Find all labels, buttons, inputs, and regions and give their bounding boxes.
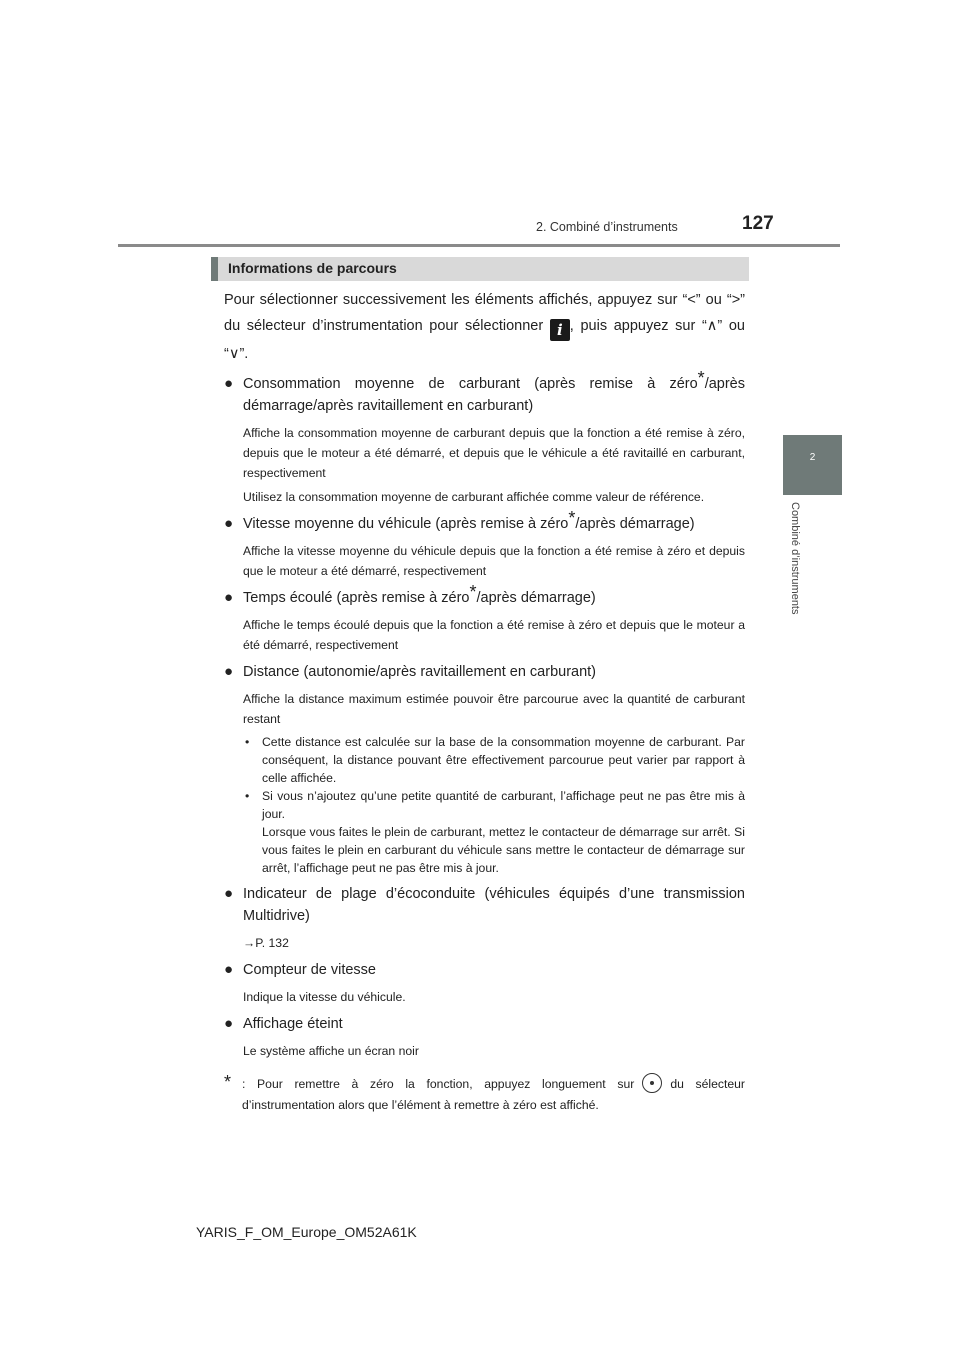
dial-center-icon: [642, 1073, 662, 1093]
page-reference-link[interactable]: →P. 132: [243, 936, 289, 950]
sub-list-item: [243, 787, 745, 877]
bullet-icon: ●: [224, 589, 234, 606]
item-description: [243, 423, 745, 507]
section-heading-bar: [211, 257, 749, 281]
bullet-icon: ●: [224, 663, 234, 680]
page-number: 127: [742, 213, 774, 234]
item-desc-text: Affiche le temps écoulé depuis que la fonction a été remise à zéro et depuis que le moteur a été démarré, respectivement: [243, 618, 745, 652]
footnote-asterisk: *: [224, 1072, 232, 1092]
item-title: [224, 883, 745, 927]
bullet-icon: ●: [224, 885, 234, 902]
list-item: [224, 582, 745, 655]
intro-text-2: , puis appuyez sur “∧” ou “∨”.: [224, 318, 745, 362]
item-desc-text: Indique la vitesse du véhicule.: [243, 990, 406, 1004]
item-title-text: /après démarrage): [476, 590, 596, 606]
chapter-tab: [783, 435, 842, 495]
intro-paragraph: [224, 287, 745, 367]
footnote-text-1: : Pour remettre à zéro la fonction, appuyez longuement sur: [242, 1077, 635, 1091]
sub-item-text: Cette distance est calculée sur la base de la consommation moyenne de carburant. Par conséquent, la distance pouvant être effectivement parcourue peut varier par rapport à celle affichée.: [262, 735, 745, 785]
sub-bullet-icon: •: [245, 735, 250, 749]
list-item: [224, 1013, 745, 1061]
item-title-text: Consommation moyenne de carburant (après remise à zéro: [243, 376, 698, 392]
page-content: [224, 287, 745, 1116]
chapter-tab-number: 2: [809, 452, 816, 463]
section-title: Informations de parcours: [228, 260, 397, 276]
sub-list-item: [243, 733, 745, 787]
item-title: [224, 661, 745, 683]
bullet-icon: ●: [224, 1015, 234, 1032]
asterisk-mark: *: [568, 508, 576, 528]
list-item: [224, 883, 745, 953]
item-title-text: Affichage éteint: [243, 1016, 343, 1032]
item-title: [224, 508, 745, 535]
footnote-text-2: du sélecteur d’instrumentation alors que l’élément à remettre à zéro est affiché.: [242, 1077, 745, 1112]
intro-text-1: Pour sélectionner successivement les éléments affichés, appuyez sur “<” ou “>” du sélecteur d’instrumentation pour sélectionner: [224, 292, 745, 334]
item-title-text: Vitesse moyenne du véhicule (après remise à zéro: [243, 516, 569, 532]
item-title-text: Temps écoulé (après remise à zéro: [243, 590, 470, 606]
list-item: [224, 959, 745, 1007]
item-title-text: Distance (autonomie/après ravitaillement en carburant): [243, 664, 597, 680]
item-description: [243, 541, 745, 581]
item-title-text: Indicateur de plage d’écoconduite (véhicules équipés d’une transmission Multidrive): [243, 886, 745, 924]
item-title: [224, 959, 745, 981]
chapter-side-title: Combiné d’instruments: [789, 502, 801, 615]
item-desc-text: Affiche la vitesse moyenne du véhicule depuis que la fonction a été remise à zéro et depuis que le moteur a été démarré, respectivement: [243, 544, 745, 578]
item-title-text: /après démarrage/après ravitaillement en carburant): [243, 376, 745, 414]
item-title-text: Compteur de vitesse: [243, 962, 376, 978]
sub-item-text: Si vous n’ajoutez qu’une petite quantité de carburant, l’affichage peut ne pas être mis à jour.: [262, 789, 745, 821]
asterisk-mark: *: [469, 582, 477, 602]
bullet-icon: ●: [224, 515, 234, 532]
item-description: [243, 987, 745, 1007]
bullet-icon: ●: [224, 961, 234, 978]
list-item: [224, 508, 745, 581]
item-desc-text: Affiche la distance maximum estimée pouvoir être parcourue avec la quantité de carburant restant: [243, 692, 745, 726]
running-header-section: 2. Combiné d’instruments: [536, 220, 678, 234]
item-title-text: /après démarrage): [575, 516, 695, 532]
sub-list: [243, 733, 745, 877]
sub-item-text: Lorsque vous faites le plein de carburant, mettez le contacteur de démarrage sur arrêt. Si vous faites le plein en carburant du véhicule sans mettre le contacteur de démarrage sur arrêt, l’affichage peut ne pas être mis à jour.: [262, 825, 745, 875]
item-description: [243, 615, 745, 655]
item-desc-text: Utilisez la consommation moyenne de carburant affichée comme valeur de référence.: [243, 490, 705, 504]
item-description: [243, 689, 745, 729]
document-code: YARIS_F_OM_Europe_OM52A61K: [196, 1224, 417, 1240]
list-item: [224, 661, 745, 877]
sub-bullet-icon: •: [245, 789, 250, 803]
item-desc-text: Affiche la consommation moyenne de carburant depuis que la fonction a été remise à zéro, depuis que le moteur a été démarré, et depuis que le véhicule a été ravitaillé en carburant, respectivement: [243, 426, 745, 480]
info-icon: i: [550, 319, 570, 341]
asterisk-mark: *: [697, 368, 705, 388]
item-title: [224, 1013, 745, 1035]
item-title: [224, 582, 745, 609]
header-rule: [118, 244, 840, 247]
item-description: [243, 933, 745, 953]
item-description: [243, 1041, 745, 1061]
footnote: [224, 1073, 745, 1116]
item-title: [224, 368, 745, 417]
list-item: [224, 368, 745, 507]
item-desc-text: Le système affiche un écran noir: [243, 1044, 419, 1058]
bullet-icon: ●: [224, 375, 234, 392]
